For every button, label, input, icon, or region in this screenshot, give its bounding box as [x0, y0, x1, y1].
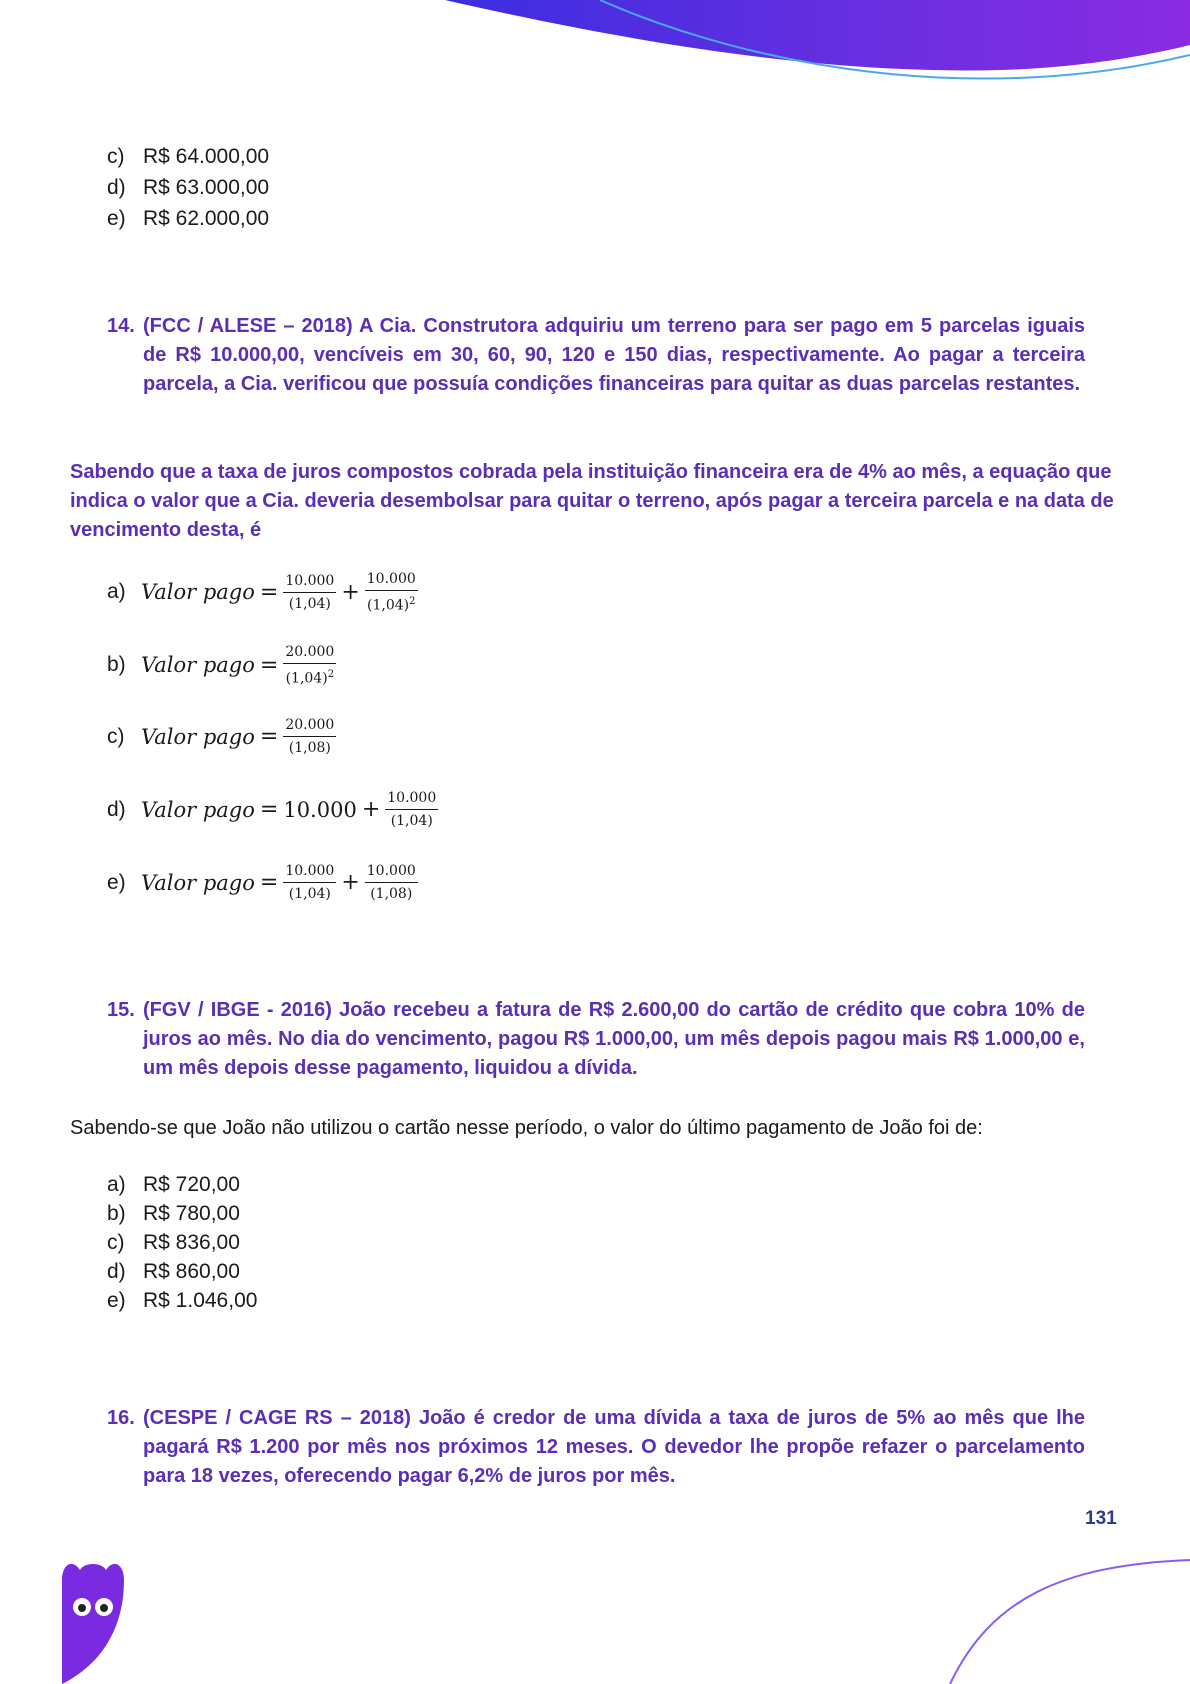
option-letter: b) [107, 653, 126, 677]
option-letter: a) [107, 580, 126, 604]
math-variable: Valor pago [141, 580, 255, 605]
page-number: 131 [1085, 1508, 1117, 1529]
prev-option-e [107, 204, 269, 233]
math-plus: + [361, 797, 381, 822]
footer-curve [950, 1560, 1190, 1684]
question-14-body: Sabendo que a taxa de juros compostos cobrada pela instituição financeira era de 4% ao mês, a equação que indica o valor que a Cia. deveria desembolsar para quitar o terreno, após pagar a terceira parcela e na data de vencimento desta, é [70, 461, 1114, 541]
fraction [283, 862, 336, 903]
numerator: 10.000 [365, 862, 418, 883]
option-letter: d) [107, 797, 126, 821]
q15-option-a [107, 1170, 240, 1199]
fraction [385, 789, 438, 830]
q15-option-c [107, 1228, 240, 1257]
question-number: 16. [107, 1407, 135, 1429]
option-letter: e) [107, 207, 126, 230]
denominator: (1,08) [288, 740, 331, 756]
math-variable: Valor pago [141, 724, 255, 749]
math-variable: Valor pago [141, 870, 255, 895]
q15-option-e [107, 1286, 257, 1315]
option-text: R$ 860,00 [143, 1260, 240, 1283]
exponent: 2 [327, 669, 335, 680]
option-letter: e) [107, 870, 126, 894]
option-letter: a) [107, 1173, 126, 1196]
option-letter: c) [107, 724, 125, 748]
fraction [365, 862, 418, 903]
math-option-d [107, 789, 438, 830]
option-letter: c) [107, 1231, 125, 1254]
option-text: R$ 720,00 [143, 1173, 240, 1196]
math-plus: + [341, 579, 360, 605]
math-equals: = [259, 652, 279, 678]
option-text: R$ 62.000,00 [143, 207, 270, 230]
denominator: (1,04) [288, 595, 331, 612]
question-text: (FCC / ALESE – 2018) A Cia. Construtora adquiriu um terreno para ser pago em 5 parcelas iguais de R$ 10.000,00, vencíveis em 30, 60, 90, 120 e 150 dias, respectivamente. Ao pagar a terceira parcela, a Cia. verificou que possuía condições financeiras para quitar as duas parcelas restantes. [143, 315, 1085, 395]
denominator [365, 591, 417, 615]
question-16 [107, 1404, 1085, 1491]
denominator-base: (1,04) [367, 597, 410, 614]
option-letter: d) [107, 1260, 126, 1283]
fraction [283, 643, 336, 688]
prev-option-d [107, 173, 269, 202]
math-option-e [107, 862, 418, 903]
question-15 [107, 996, 1085, 1083]
math-equals: = [259, 724, 279, 749]
numerator: 10.000 [283, 862, 336, 883]
option-text: R$ 836,00 [143, 1231, 240, 1254]
numerator: 10.000 [365, 570, 418, 591]
question-number: 15. [107, 999, 135, 1021]
math-variable: Valor pago [141, 797, 255, 822]
fraction [283, 716, 336, 757]
prev-option-c [107, 142, 269, 171]
math-option-a [107, 570, 418, 615]
q15-option-d [107, 1257, 240, 1286]
question-number: 14. [107, 315, 135, 337]
question-text: (CESPE / CAGE RS – 2018) João é credor de uma dívida a taxa de juros de 5% ao mês que lhe pagará R$ 1.200 por mês nos próximos 12 meses. O devedor lhe propõe refazer o parcelamento para 18 vezes, oferecendo pagar 6,2% de juros por mês. [143, 1407, 1085, 1487]
math-equals: = [259, 579, 279, 605]
option-letter: c) [107, 145, 125, 168]
q15-option-b [107, 1199, 240, 1228]
option-letter: b) [107, 1202, 126, 1225]
math-equals: = [259, 870, 279, 895]
denominator: (1,08) [370, 886, 413, 902]
option-letter: e) [107, 1289, 126, 1312]
numerator: 20.000 [283, 716, 336, 737]
owl-logo-icon [62, 1564, 124, 1684]
denominator: (1,04) [390, 813, 433, 829]
option-text: R$ 780,00 [143, 1202, 240, 1225]
numerator: 20.000 [283, 643, 336, 664]
header-wave [445, 0, 1190, 70]
option-text: R$ 63.000,00 [143, 176, 270, 199]
numerator: 10.000 [385, 789, 438, 810]
question-15-body: Sabendo-se que João não utilizou o cartão nesse período, o valor do último pagamento de João foi de: [70, 1117, 983, 1139]
math-plus: + [341, 870, 360, 895]
exponent: 2 [409, 596, 416, 607]
fraction [365, 570, 418, 615]
denominator-base: (1,04) [285, 670, 328, 687]
option-text: R$ 64.000,00 [143, 145, 270, 168]
option-text: R$ 1.046,00 [143, 1289, 258, 1312]
math-variable: Valor pago [141, 653, 255, 678]
denominator: (1,04) [288, 886, 331, 902]
math-equals: = [259, 797, 279, 822]
math-option-b [107, 643, 336, 688]
numerator: 10.000 [283, 572, 336, 593]
denominator [284, 664, 336, 688]
question-14 [107, 312, 1085, 399]
question-text: (FGV / IBGE - 2016) João recebeu a fatura de R$ 2.600,00 do cartão de crédito que cobra 10% de juros ao mês. No dia do vencimento, pagou R$ 1.000,00, um mês depois pagou mais R$ 1.000,00 e, um mês depois desse pagamento, liquidou a dívida. [143, 999, 1085, 1079]
fraction [283, 572, 336, 613]
math-option-c [107, 716, 336, 757]
option-letter: d) [107, 176, 126, 199]
math-number: 10.000 [283, 797, 357, 822]
